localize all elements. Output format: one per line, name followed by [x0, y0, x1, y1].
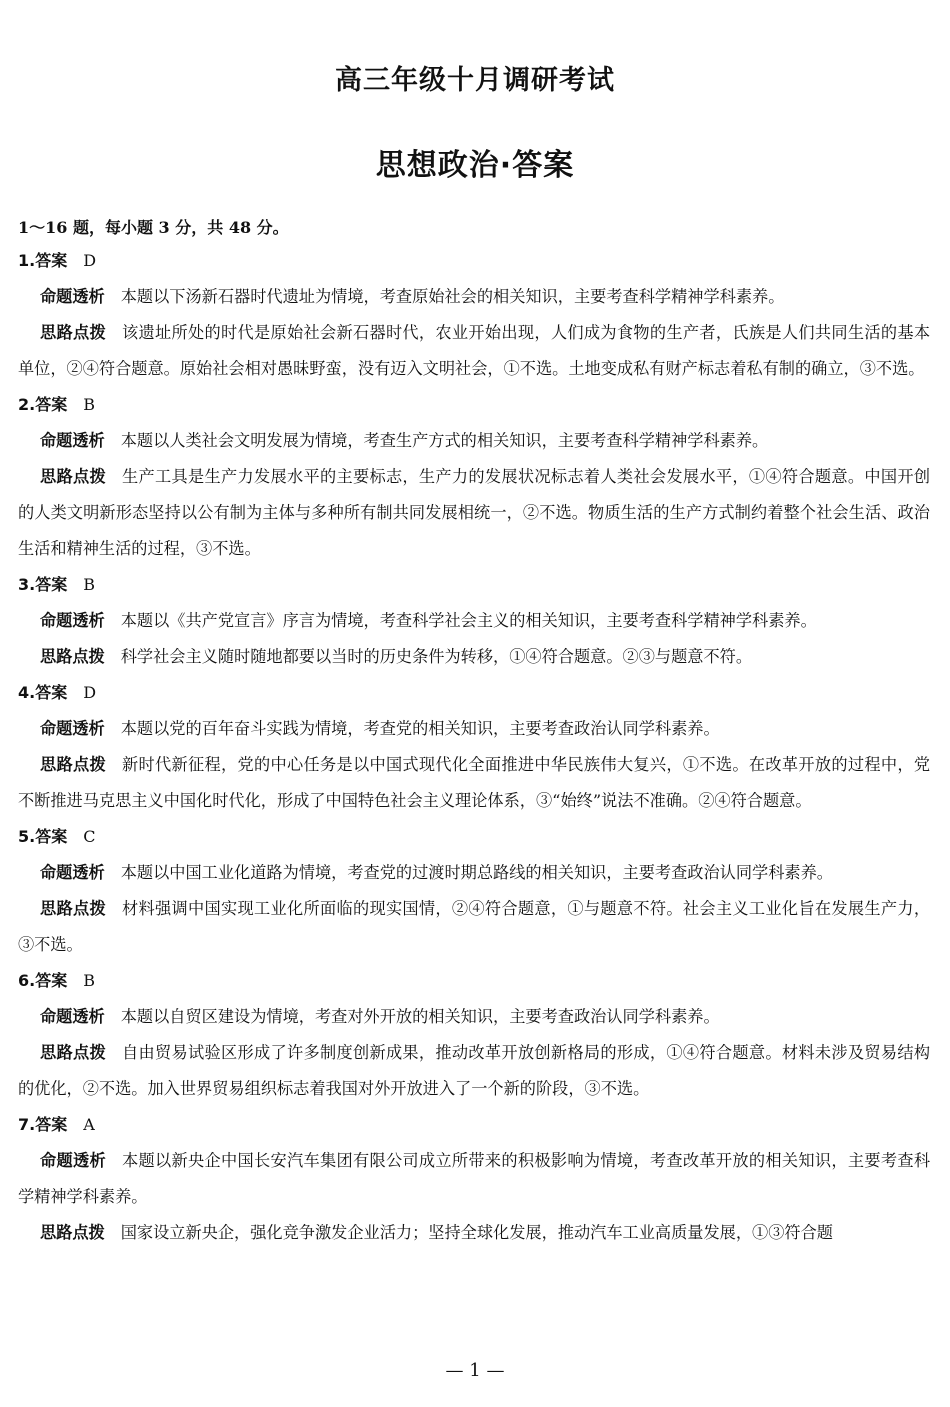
analysis-text: 本题以新央企中国长安汽车集团有限公司成立所带来的积极影响为情境，考查改革开放的相关知识，主要考查科学精神学科素养。 — [18, 1151, 931, 1206]
hint-label: 思路点拨 — [40, 899, 106, 918]
hint-paragraph — [18, 639, 930, 675]
question-block — [18, 567, 930, 675]
answer-line — [18, 675, 930, 711]
subject-title: 思想政治·答案 — [375, 148, 575, 183]
page-number: — 1 — — [445, 1360, 505, 1381]
analysis-label: 命题透析 — [40, 863, 105, 882]
question-block — [18, 1107, 930, 1251]
answer-line — [18, 387, 930, 423]
question-number: 6. — [18, 971, 36, 990]
answer-choice: B — [83, 575, 95, 594]
question-number: 2. — [18, 395, 36, 414]
question-number: 4. — [18, 683, 36, 702]
analysis-paragraph — [18, 711, 930, 747]
analysis-paragraph — [18, 1143, 930, 1215]
answer-label: 答案 — [35, 575, 68, 594]
hint-label: 思路点拨 — [40, 1043, 106, 1062]
answer-line — [18, 567, 930, 603]
answer-choice: D — [83, 683, 97, 702]
hint-label: 思路点拨 — [40, 647, 105, 666]
hint-text: 新时代新征程，党的中心任务是以中国式现代化全面推进中华民族伟大复兴，①不选。在改革开放的过程中，党不断推进马克思主义中国化时代化，形成了中国特色社会主义理论体系，③“始终”说法不准确。②④符合题意。 — [18, 755, 931, 810]
answer-line — [18, 819, 930, 855]
analysis-label: 命题透析 — [40, 719, 105, 738]
hint-paragraph — [18, 1035, 930, 1107]
question-block — [18, 819, 930, 963]
analysis-text: 本题以《共产党宣言》序言为情境，考查科学社会主义的相关知识，主要考查科学精神学科素养。 — [120, 611, 817, 630]
hint-paragraph — [18, 1215, 930, 1251]
hint-label: 思路点拨 — [40, 467, 106, 486]
answer-line — [18, 963, 930, 999]
hint-label: 思路点拨 — [40, 755, 106, 774]
answer-label: 答案 — [35, 395, 68, 414]
analysis-paragraph — [18, 999, 930, 1035]
question-number: 5. — [18, 827, 36, 846]
analysis-text: 本题以自贸区建设为情境，考查对外开放的相关知识，主要考查政治认同学科素养。 — [120, 1007, 720, 1026]
scoring-instructions: 1～16 题，每小题 3 分，共 48 分。 — [18, 218, 289, 237]
answer-label: 答案 — [35, 683, 68, 702]
analysis-text: 本题以中国工业化道路为情境，考查党的过渡时期总路线的相关知识，主要考查政治认同学科素养。 — [120, 863, 833, 882]
question-number: 7. — [18, 1115, 36, 1134]
question-block — [18, 675, 930, 819]
analysis-paragraph — [18, 279, 930, 315]
hint-text: 科学社会主义随时随地都要以当时的历史条件为转移，①④符合题意。②③与题意不符。 — [120, 647, 753, 666]
analysis-text: 本题以下汤新石器时代遗址为情境，考查原始社会的相关知识，主要考查科学精神学科素养。 — [120, 287, 785, 306]
analysis-label: 命题透析 — [40, 431, 105, 450]
answer-choice: B — [83, 395, 95, 414]
hint-paragraph — [18, 459, 930, 567]
hint-text: 生产工具是生产力发展水平的主要标志，生产力的发展状况标志着人类社会发展水平，①④符合题意。中国开创的人类文明新形态坚持以公有制为主体与多种所有制共同发展相统一，②不选。物质生活的生产方式制约着整个社会生活、政治生活和精神生活的过程，③不选。 — [18, 467, 931, 558]
analysis-text: 本题以人类社会文明发展为情境，考查生产方式的相关知识，主要考查科学精神学科素养。 — [120, 431, 769, 450]
answer-list — [18, 243, 930, 1251]
answer-choice: C — [83, 827, 96, 846]
question-number: 1. — [18, 251, 36, 270]
hint-paragraph — [18, 315, 930, 387]
hint-paragraph — [18, 891, 930, 963]
answer-label: 答案 — [35, 827, 68, 846]
hint-text: 国家设立新央企，强化竞争激发企业活力；坚持全球化发展，推动汽车工业高质量发展，①③符合题 — [120, 1223, 833, 1242]
analysis-label: 命题透析 — [40, 287, 105, 306]
hint-paragraph — [18, 747, 930, 819]
answer-line — [18, 243, 930, 279]
hint-text: 自由贸易试验区形成了许多制度创新成果，推动改革开放创新格局的形成，①④符合题意。材料未涉及贸易结构的优化，②不选。加入世界贸易组织标志着我国对外开放进入了一个新的阶段，③不选。 — [18, 1043, 931, 1098]
question-number: 3. — [18, 575, 36, 594]
analysis-paragraph — [18, 603, 930, 639]
analysis-paragraph — [18, 423, 930, 459]
hint-text: 该遗址所处的时代是原始社会新石器时代，农业开始出现，人们成为食物的生产者，氏族是人们共同生活的基本单位，②④符合题意。原始社会相对愚昧野蛮，没有迈入文明社会，①不选。土地变成私有财产标志着私有制的确立，③不选。 — [18, 323, 931, 378]
hint-label: 思路点拨 — [40, 1223, 105, 1242]
analysis-paragraph — [18, 855, 930, 891]
analysis-label: 命题透析 — [40, 1007, 105, 1026]
answer-choice: D — [83, 251, 97, 270]
exam-title: 高三年级十月调研考试 — [335, 65, 615, 96]
analysis-text: 本题以党的百年奋斗实践为情境，考查党的相关知识，主要考查政治认同学科素养。 — [120, 719, 720, 738]
question-block — [18, 243, 930, 387]
answer-line — [18, 1107, 930, 1143]
question-block — [18, 963, 930, 1107]
answer-label: 答案 — [35, 1115, 68, 1134]
question-block — [18, 387, 930, 567]
answer-choice: B — [83, 971, 95, 990]
analysis-label: 命题透析 — [40, 611, 105, 630]
answer-label: 答案 — [35, 971, 68, 990]
analysis-label: 命题透析 — [40, 1151, 106, 1170]
hint-text: 材料强调中国实现工业化所面临的现实国情，②④符合题意，①与题意不符。社会主义工业化旨在发展生产力，③不选。 — [18, 899, 931, 954]
answer-choice: A — [83, 1115, 95, 1134]
answer-label: 答案 — [35, 251, 68, 270]
hint-label: 思路点拨 — [40, 323, 106, 342]
